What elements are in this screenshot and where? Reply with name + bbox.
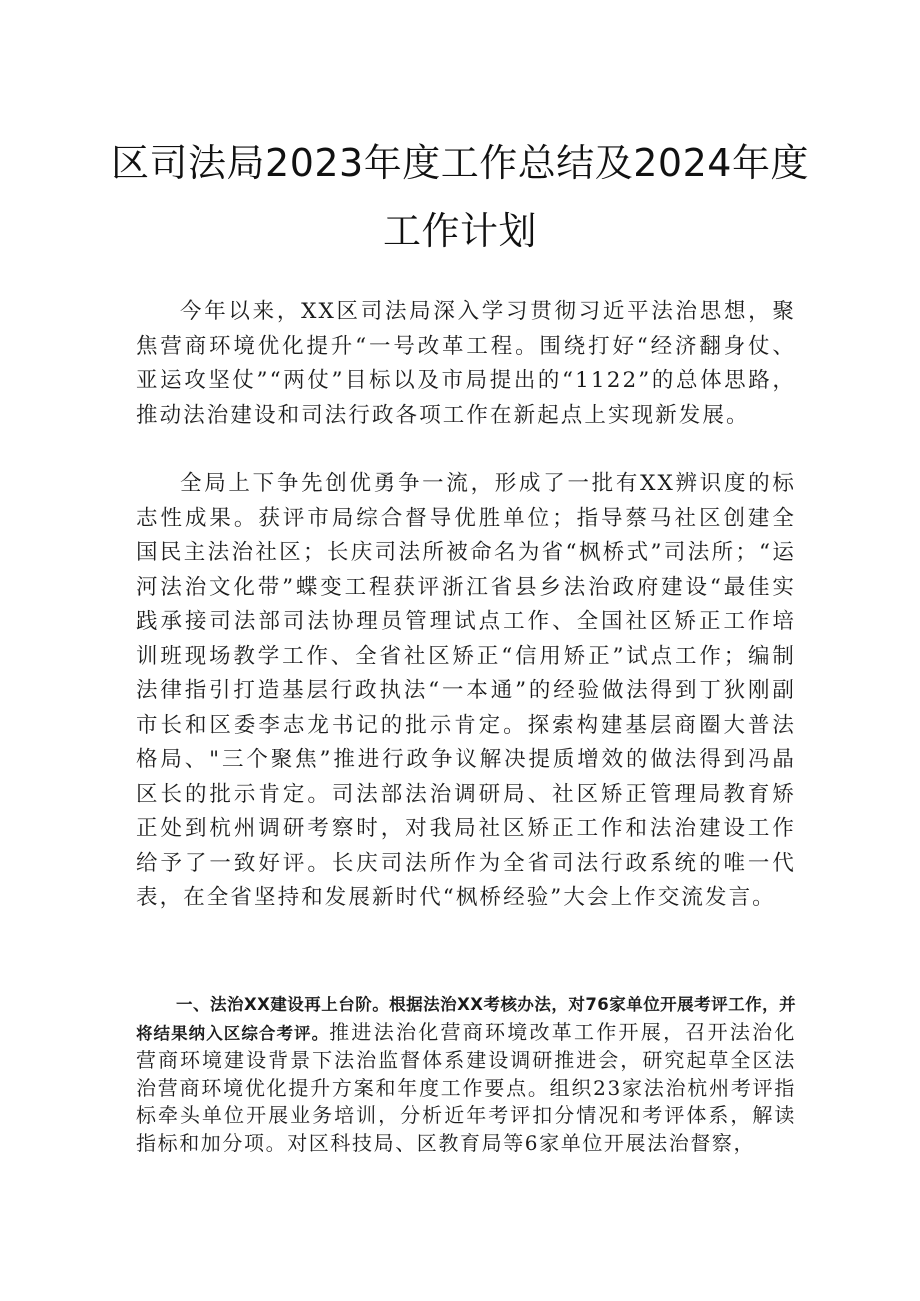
paragraph-achievements: 全局上下争先创优勇争一流，形成了一批有XX辨识度的标志性成果。获评市局综合督导优胜单位；指导蔡马社区创建全国民主法治社区；长庆司法所被命名为省“枫桥式”司法所；“运河法治文化带”蝶变工程获评浙江省县乡法治政府建设“最佳实践承接司法部司法协理员管理试点工作、全国社区矫正工作培训班现场教学工作、全省社区矫正“信用矫正”试点工作；编制法律指引打造基层行政执法“一本通”的经验做法得到丁狄刚副市长和区委李志龙书记的批示肯定。探索构建基层商圈大普法格局、"三个聚焦”推进行政争议解决提质增效的做法得到冯晶区长的批示肯定。司法部法治调研局、社区矫正管理局教育矫正处到杭州调研考察时，对我局社区矫正工作和法治建设工作给予了一致好评。长庆司法所作为全省司法行政系统的唯一代表，在全省坚持和发展新时代“枫桥经验”大会上作交流发言。 [136,471,796,910]
paragraph-intro: 今年以来，XX区司法局深入学习贯彻习近平法治思想，聚焦营商环境优化提升“一号改革工程。围绕打好“经济翻身仗、亚运攻坚仗”“两仗”目标以及市局提出的“1122”的总体思路，推动法治建设和司法行政各项工作在新起点上实现新发展。 [136,299,796,428]
section-1-heading: 一、法治XX建设再上台阶。根据法治XX考核办法，对76家单位开展考评工作，并将结果纳入区综合考评。 [136,995,796,1043]
document-title-line-1: 区司法局2023年度工作总结及2024年度 [111,141,809,185]
section-1-paragraph [136,990,796,1157]
section-1-body: 推进法治化营商环境改革工作开展，召开法治化营商环境建设背景下法治监督体系建设调研推进会，研究起草全区法治营商环境优化提升方案和年度工作要点。组织23家法治杭州考评指标牵头单位开展业务培训，分析近年考评扣分情况和考评体系，解读指标和加分项。对区科技局、区教育局等6家单位开展法治督察， [136,1019,796,1155]
document-title-line-2: 工作计划 [382,209,537,253]
